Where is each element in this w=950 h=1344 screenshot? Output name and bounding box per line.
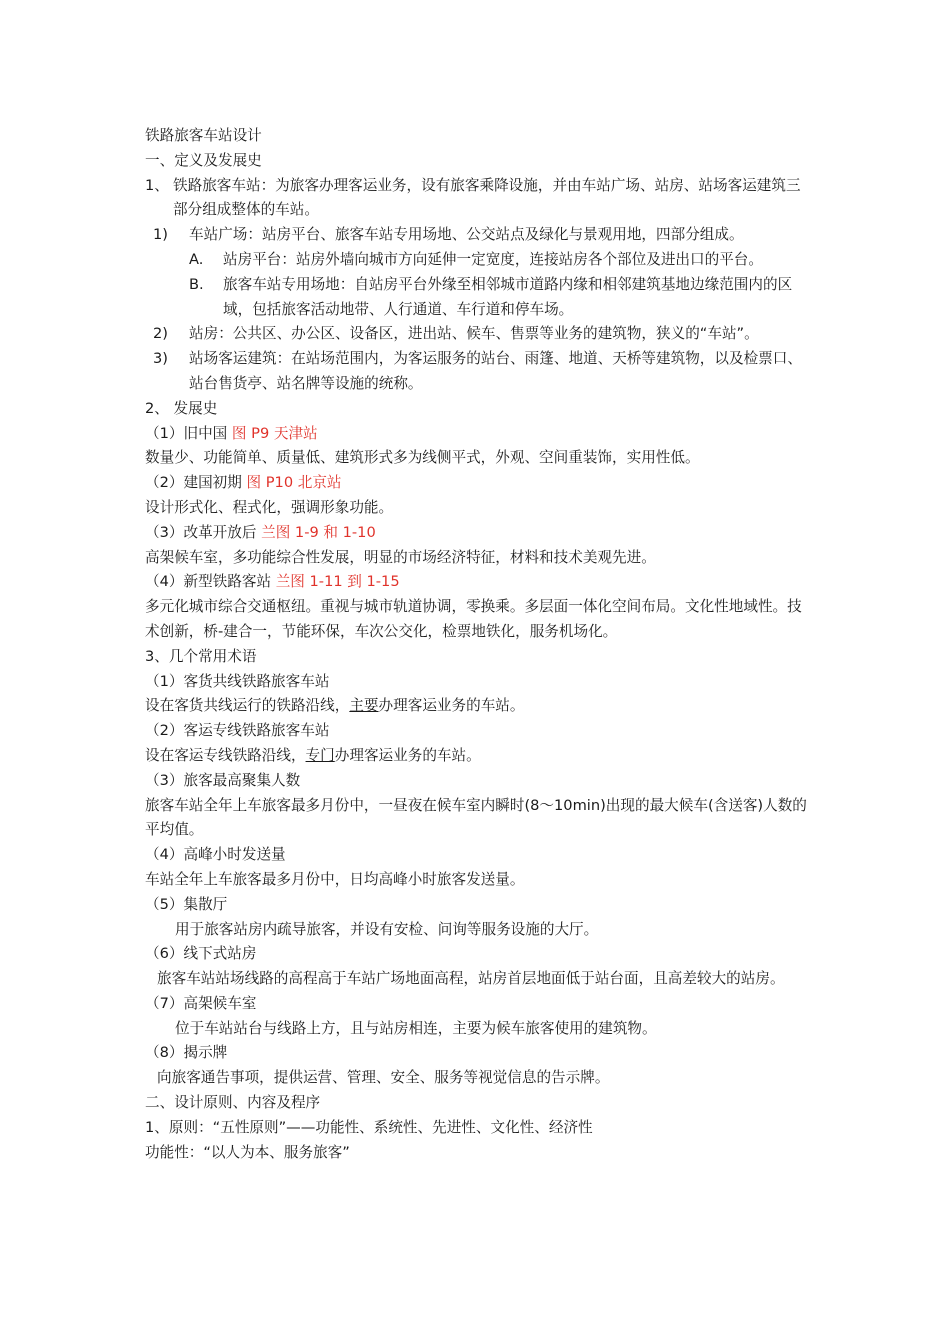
sub-item-2 xyxy=(145,322,810,347)
sub-item-b xyxy=(145,273,810,323)
sub-item-1 xyxy=(145,223,810,248)
heading-label: （1）旧中国 xyxy=(145,424,228,442)
history-paragraph-3: 高架候车室，多功能综合性发展，明显的市场经济特征，材料和技术美观先进。 xyxy=(145,548,656,566)
underlined-word: 主要 xyxy=(349,697,379,715)
term-heading-1: （1）客货共线铁路旅客车站 xyxy=(145,672,330,690)
term-definition-6: 旅客车站站场线路的高程高于车站广场地面高程，站房首层地面低于站台面，且高差较大的站房。 xyxy=(157,970,785,988)
term-heading-7: （7）高架候车室 xyxy=(145,994,257,1012)
sub-item-a xyxy=(145,248,810,273)
term-definition-4: 车站全年上车旅客最多月份中，日均高峰小时旅客发送量。 xyxy=(145,870,525,888)
list-marker: B. xyxy=(189,275,204,293)
term-definition-7: 位于车站站台与线路上方，且与站房相连，主要为候车旅客使用的建筑物。 xyxy=(175,1019,657,1037)
heading-label: （4）新型铁路客站 xyxy=(145,573,272,591)
term-definition-3: 旅客车站全年上车旅客最多月份中，一昼夜在候车室内瞬时(8～10min)出现的最大候车(含送客)人数的平均值。 xyxy=(145,796,807,839)
doc-title: 铁路旅客车站设计 xyxy=(145,127,262,144)
term-heading-2: （2）客运专线铁路旅客车站 xyxy=(145,722,330,740)
principle-line-2: 功能性：“以人为本、服务旅客” xyxy=(145,1143,350,1161)
term-definition-2 xyxy=(145,744,810,769)
term-definition-1 xyxy=(145,694,810,719)
list-item-3: 3、几个常用术语 xyxy=(145,647,257,665)
history-paragraph-1: 数量少、功能简单、质量低、建筑形式多为线侧平式，外观、空间重装饰，实用性低。 xyxy=(145,449,700,467)
section-heading-2: 二、设计原则、内容及程序 xyxy=(145,1094,321,1112)
list-item-text: 车站广场：站房平台、旅客车站专用场地、公交站点及绿化与景观用地，四部分组成。 xyxy=(189,226,744,244)
history-heading-3 xyxy=(145,521,810,546)
heading-label: （3）改革开放后 xyxy=(145,523,257,541)
figure-reference: 图 P10 北京站 xyxy=(246,474,342,492)
list-item-text: 站房平台：站房外墙向城市方向延伸一定宽度，连接站房各个部位及进出口的平台。 xyxy=(223,250,763,268)
list-item-text: 站场客运建筑：在站场范围内，为客运服务的站台、雨篷、地道、天桥等建筑物，以及检票口、站台售货亭、站名牌等设施的统称。 xyxy=(189,350,802,392)
list-item-text: 铁路旅客车站：为旅客办理客运业务，设有旅客乘降设施，并由车站广场、站房、站场客运建筑三部分组成整体的车站。 xyxy=(173,176,801,219)
list-item-2: 2、 发展史 xyxy=(145,399,218,417)
term-heading-8: （8）揭示牌 xyxy=(145,1044,228,1062)
document-page xyxy=(145,124,810,1165)
list-item-text: 站房：公共区、办公区、设备区，进出站、候车、售票等业务的建筑物，狭义的“车站”。 xyxy=(189,325,759,343)
principle-line-1: 1、原则：“五性原则”——功能性、系统性、先进性、文化性、经济性 xyxy=(145,1118,593,1136)
history-heading-1 xyxy=(145,422,810,447)
figure-reference: 图 P9 天津站 xyxy=(231,424,318,442)
sub-item-3 xyxy=(145,347,810,397)
list-marker: 2) xyxy=(153,325,168,343)
text-segment: 办理客运业务的车站。 xyxy=(378,697,525,715)
history-paragraph-4: 多元化城市综合交通枢纽。重视与城市轨道协调，零换乘。多层面一体化空间布局。文化性地域性。技术创新，桥-建合一，节能环保，车次公交化，检票地铁化，服务机场化。 xyxy=(145,598,802,640)
list-marker: 3) xyxy=(153,350,168,368)
list-marker: A. xyxy=(189,250,204,268)
term-heading-5: （5）集散厅 xyxy=(145,895,228,913)
term-heading-3: （3）旅客最高聚集人数 xyxy=(145,771,301,789)
term-heading-6: （6）线下式站房 xyxy=(145,945,257,963)
text-segment: 办理客运业务的车站。 xyxy=(334,746,481,764)
text-segment: 设在客运专线铁路沿线， xyxy=(145,746,306,764)
list-item-1 xyxy=(145,174,810,224)
section-heading-1: 一、定义及发展史 xyxy=(145,151,262,169)
figure-reference: 兰图 1-9 和 1-10 xyxy=(261,523,376,541)
underlined-word: 专门 xyxy=(305,746,335,764)
term-heading-4: （4）高峰小时发送量 xyxy=(145,846,286,864)
list-marker: 1) xyxy=(153,226,168,244)
term-definition-5: 用于旅客站房内疏导旅客，并设有安检、问询等服务设施的大厅。 xyxy=(175,920,599,938)
history-heading-2 xyxy=(145,471,810,496)
history-heading-4 xyxy=(145,570,810,595)
list-marker: 1、 xyxy=(145,176,169,194)
figure-reference: 兰图 1-11 到 1-15 xyxy=(275,573,400,591)
text-segment: 设在客货共线运行的铁路沿线， xyxy=(145,697,350,715)
heading-label: （2）建国初期 xyxy=(145,474,242,492)
term-definition-8: 向旅客通告事项，提供运营、管理、安全、服务等视觉信息的告示牌。 xyxy=(157,1069,610,1087)
history-paragraph-2: 设计形式化、程式化，强调形象功能。 xyxy=(145,498,394,516)
list-item-text: 旅客车站专用场地：自站房平台外缘至相邻城市道路内缘和相邻建筑基地边缘范围内的区域，包括旅客活动地带、人行通道、车行道和停车场。 xyxy=(223,275,793,318)
